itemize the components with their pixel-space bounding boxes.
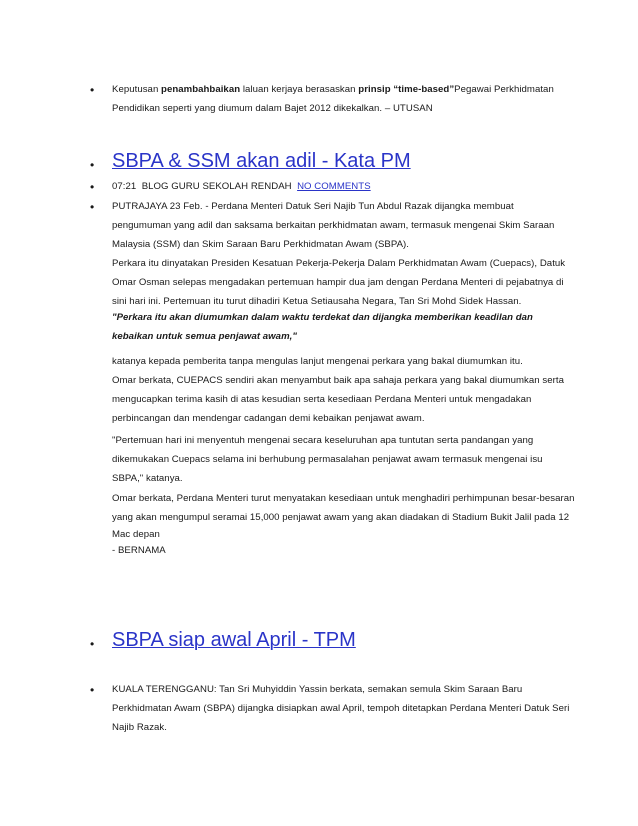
bullet: • (90, 200, 95, 214)
comments-link[interactable]: NO COMMENTS (297, 181, 371, 192)
bullet: • (90, 83, 95, 97)
bullet: • (90, 683, 95, 697)
bold-term: prinsip “time-based” (358, 84, 455, 95)
bullet: • (90, 637, 95, 651)
bold-term: penambahbaikan (161, 84, 241, 95)
post-title-link[interactable]: SBPA siap awal April - TPM (112, 629, 356, 651)
bullet: • (90, 180, 95, 194)
post-time: 07:21 (112, 181, 137, 192)
blog-name: BLOG GURU SEKOLAH RENDAH (141, 181, 292, 192)
post-title-link[interactable]: SBPA & SSM akan adil - Kata PM (112, 150, 411, 172)
bullet: • (90, 158, 95, 172)
